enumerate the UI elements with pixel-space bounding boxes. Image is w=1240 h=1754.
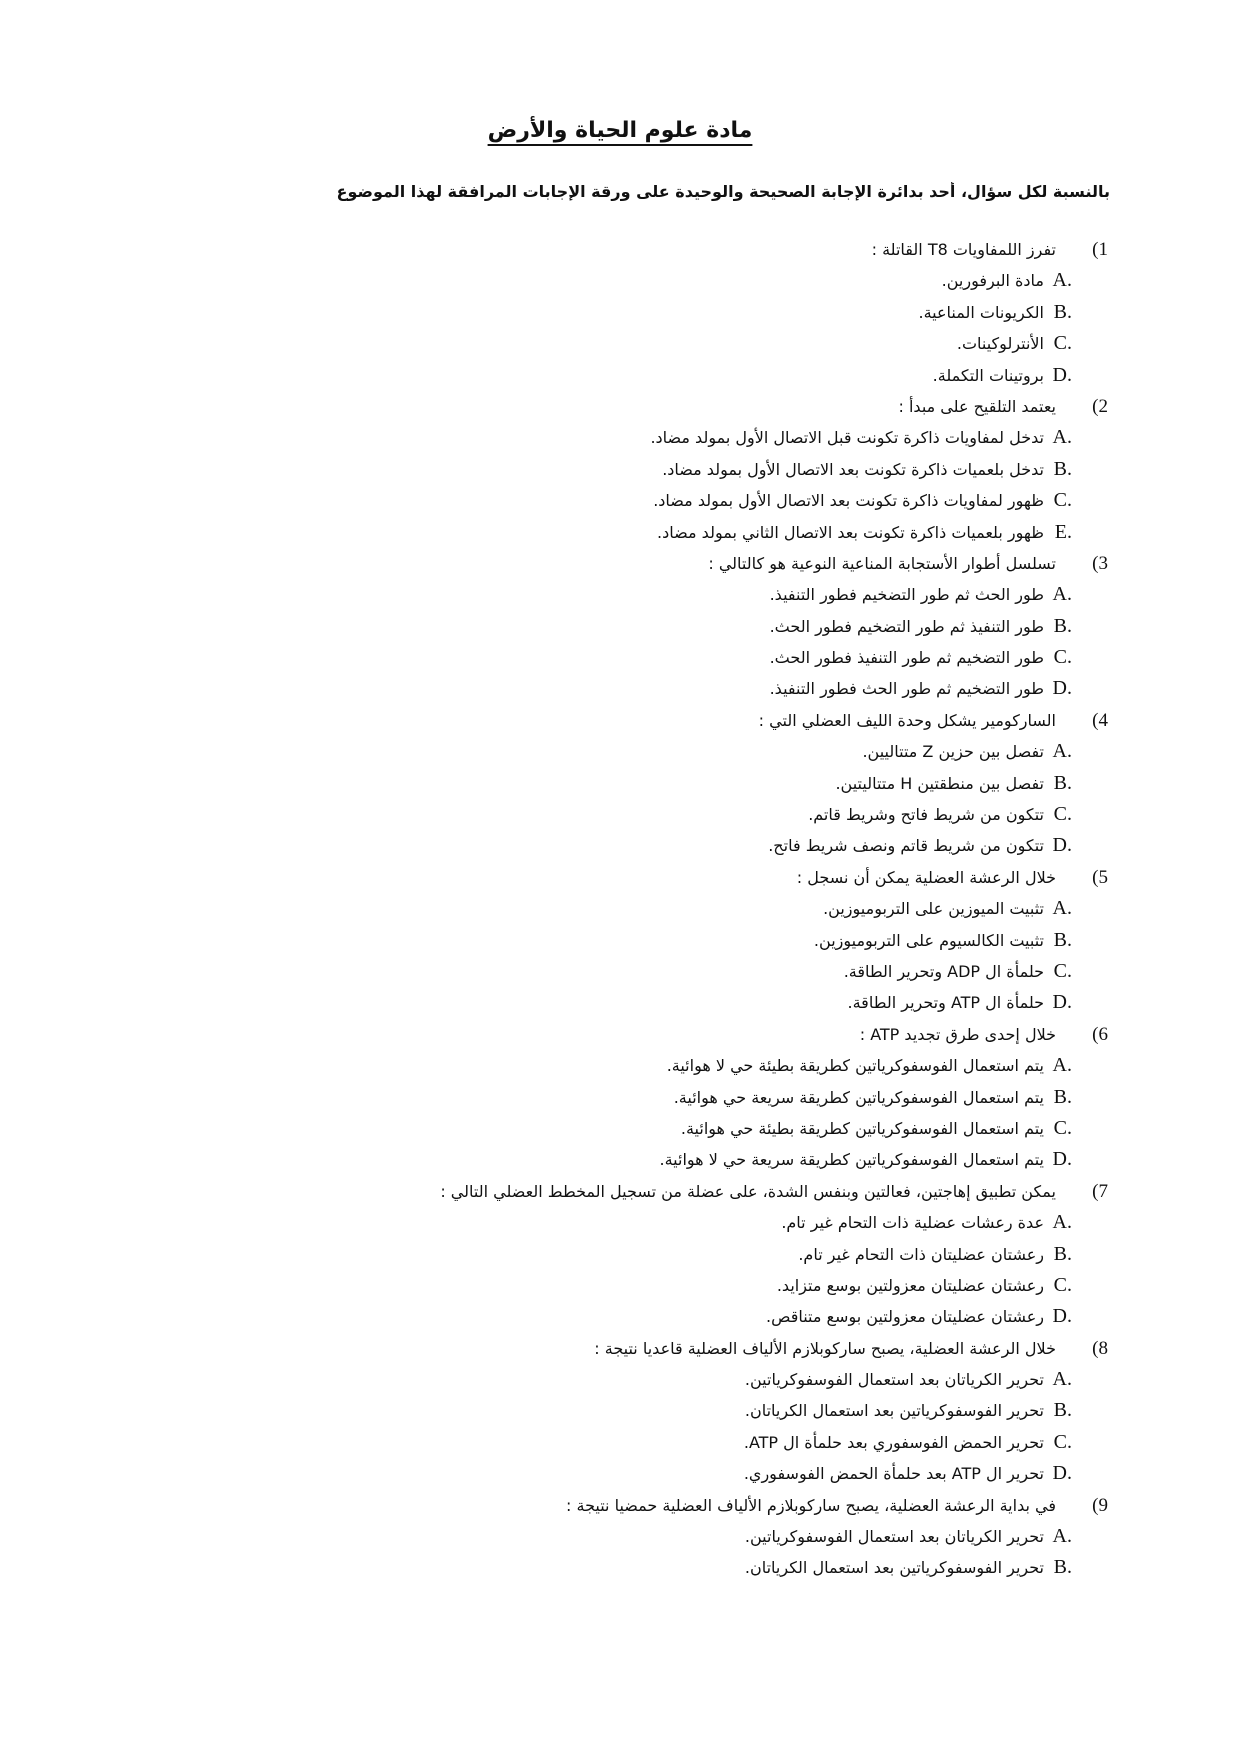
- question-number: (5: [1092, 866, 1108, 888]
- option-text: يتم استعمال الفوسفوكرياتين كطريقة بطيئة حي هوائية.: [680, 1118, 1044, 1138]
- option-text: تدخل لمفاويات ذاكرة تكونت قبل الاتصال الأول بمولد مضاد.: [650, 428, 1044, 448]
- answer-option: [328, 611, 1072, 642]
- answer-option: [328, 1427, 1072, 1458]
- answer-option: [328, 956, 1072, 987]
- question-stem: [328, 548, 1108, 579]
- option-text: تثبيت الميوزين على التربوميوزين.: [823, 899, 1044, 919]
- option-letter: A.: [1052, 426, 1072, 449]
- question-stem: [328, 1490, 1108, 1521]
- option-letter: C.: [1053, 1430, 1072, 1453]
- question-text: يعتمد التلقيح على مبدأ :: [898, 396, 1056, 416]
- option-letter: A.: [1052, 1054, 1072, 1077]
- option-text: ظهور لمفاويات ذاكرة تكونت بعد الاتصال الأول بمولد مضاد.: [653, 491, 1044, 511]
- question-item: [328, 862, 1108, 1019]
- answer-option: [328, 265, 1072, 296]
- answer-option: [328, 517, 1072, 548]
- answer-option: [328, 1082, 1072, 1113]
- instructions: بالنسبة لكل سؤال، أحد بدائرة الإجابة الصحيحة والوحيدة على ورقة الإجابات المرافقة لهذا الموضوع: [336, 182, 1110, 201]
- answer-option: [328, 1552, 1072, 1583]
- subject-title: [0, 118, 1240, 143]
- answer-option: [328, 360, 1072, 391]
- answer-option: [328, 893, 1072, 924]
- option-text: رعشتان عضليتان معزولتين بوسع متزايد.: [776, 1275, 1044, 1295]
- answer-options: [328, 1521, 1108, 1584]
- answer-option: [328, 297, 1072, 328]
- question-stem: [328, 391, 1108, 422]
- option-letter: D.: [1052, 834, 1072, 857]
- option-letter: B.: [1053, 457, 1072, 480]
- option-text: تتكون من شريط فاتح وشريط قاتم.: [808, 805, 1044, 825]
- question-number: (8: [1092, 1337, 1108, 1359]
- answer-option: [328, 1239, 1072, 1270]
- question-item: [328, 1333, 1108, 1490]
- question-number: (3: [1092, 552, 1108, 574]
- answer-option: [328, 736, 1072, 767]
- option-text: الأنترلوكينات.: [956, 334, 1044, 354]
- question-stem: [328, 862, 1108, 893]
- option-text: يتم استعمال الفوسفوكرياتين كطريقة سريعة حي لا هوائية.: [659, 1150, 1044, 1170]
- option-text: تحرير الحمض الفوسفوري بعد حلمأة ال ATP.: [743, 1432, 1044, 1452]
- option-text: تحرير الكرياتان بعد استعمال الفوسفوكرياتين.: [744, 1527, 1044, 1547]
- answer-option: [328, 485, 1072, 516]
- question-list: [328, 234, 1108, 1584]
- answer-options: [328, 1050, 1108, 1176]
- answer-options: [328, 579, 1108, 705]
- answer-option: [328, 1458, 1072, 1489]
- answer-option: [328, 422, 1072, 453]
- option-letter: E.: [1054, 520, 1072, 543]
- option-letter: D.: [1052, 1148, 1072, 1171]
- option-text: طور التنفيذ ثم طور التضخيم فطور الحث.: [769, 616, 1044, 636]
- option-letter: A.: [1052, 269, 1072, 292]
- answer-option: [328, 1395, 1072, 1426]
- option-letter: B.: [1053, 771, 1072, 794]
- question-number: (9: [1092, 1494, 1108, 1516]
- answer-option: [328, 1113, 1072, 1144]
- answer-option: [328, 673, 1072, 704]
- option-text: يتم استعمال الفوسفوكرياتين كطريقة سريعة حي هوائية.: [673, 1087, 1044, 1107]
- answer-option: [328, 642, 1072, 673]
- answer-option: [328, 1270, 1072, 1301]
- question-number: (4: [1092, 709, 1108, 731]
- answer-options: [328, 736, 1108, 862]
- answer-option: [328, 1301, 1072, 1332]
- option-text: تحرير الكرياتان بعد استعمال الفوسفوكرياتين.: [744, 1370, 1044, 1390]
- option-text: تحرير ال ATP بعد حلمأة الحمض الفوسفوري.: [743, 1464, 1044, 1484]
- answer-option: [328, 579, 1072, 610]
- answer-options: [328, 1364, 1108, 1490]
- option-text: طور التضخيم ثم طور التنفيذ فطور الحث.: [769, 648, 1044, 668]
- question-number: (6: [1092, 1023, 1108, 1045]
- question-item: [328, 548, 1108, 705]
- option-text: تدخل بلعميات ذاكرة تكونت بعد الاتصال الأول بمولد مضاد.: [662, 459, 1044, 479]
- option-letter: B.: [1053, 1399, 1072, 1422]
- option-letter: D.: [1052, 363, 1072, 386]
- answer-option: [328, 328, 1072, 359]
- option-letter: A.: [1052, 1211, 1072, 1234]
- option-letter: B.: [1053, 928, 1072, 951]
- answer-option: [328, 799, 1072, 830]
- option-letter: C.: [1053, 959, 1072, 982]
- question-text: الساركومير يشكل وحدة الليف العضلي التي :: [758, 710, 1056, 730]
- answer-options: [328, 893, 1108, 1019]
- option-letter: C.: [1053, 646, 1072, 669]
- option-text: رعشتان عضليتان ذات التحام غير تام.: [798, 1244, 1044, 1264]
- question-text: تسلسل أطوار الأستجابة المناعية النوعية هو كالتالي :: [708, 553, 1056, 573]
- answer-option: [328, 925, 1072, 956]
- answer-option: [328, 1521, 1072, 1552]
- question-item: [328, 391, 1108, 548]
- answer-option: [328, 1364, 1072, 1395]
- question-stem: [328, 234, 1108, 265]
- answer-option: [328, 830, 1072, 861]
- answer-option: [328, 768, 1072, 799]
- option-text: مادة البرفورين.: [941, 271, 1044, 291]
- question-text: خلال الرعشة العضلية، يصبح ساركوبلازم الألياف العضلية قاعديا نتيجة :: [594, 1338, 1056, 1358]
- question-stem: [328, 1019, 1108, 1050]
- answer-option: [328, 987, 1072, 1018]
- answer-options: [328, 265, 1108, 391]
- option-letter: A.: [1052, 1525, 1072, 1548]
- option-text: تتكون من شريط قاتم ونصف شريط فاتح.: [768, 836, 1044, 856]
- answer-option: [328, 1144, 1072, 1175]
- question-item: [328, 234, 1108, 391]
- option-letter: A.: [1052, 1368, 1072, 1391]
- option-text: تفصل بين حزين Z متتاليين.: [862, 742, 1044, 762]
- option-letter: B.: [1053, 614, 1072, 637]
- answer-option: [328, 454, 1072, 485]
- question-text: خلال إحدى طرق تجديد ATP :: [859, 1024, 1056, 1044]
- option-text: الكريونات المناعية.: [918, 302, 1044, 322]
- question-item: [328, 1490, 1108, 1584]
- question-stem: [328, 705, 1108, 736]
- option-letter: C.: [1053, 1273, 1072, 1296]
- option-text: تحرير الفوسفوكرياتين بعد استعمال الكرياتان.: [744, 1558, 1044, 1578]
- question-item: [328, 1176, 1108, 1333]
- option-text: بروتينات التكملة.: [932, 365, 1044, 385]
- question-text: يمكن تطبيق إهاجتين، فعالتين وبنفس الشدة، على عضلة من تسجيل المخطط العضلي التالي :: [440, 1181, 1056, 1201]
- question-item: [328, 705, 1108, 862]
- option-text: تحرير الفوسفوكرياتين بعد استعمال الكرياتان.: [744, 1401, 1044, 1421]
- option-letter: B.: [1053, 300, 1072, 323]
- option-letter: D.: [1052, 1305, 1072, 1328]
- answer-options: [328, 1207, 1108, 1333]
- question-text: في بداية الرعشة العضلية، يصبح ساركوبلازم الألياف العضلية حمضيا نتيجة :: [566, 1495, 1056, 1515]
- answer-options: [328, 422, 1108, 548]
- option-letter: A.: [1052, 583, 1072, 606]
- option-text: تثبيت الكالسيوم على التربوميوزين.: [813, 930, 1044, 950]
- answer-option: [328, 1050, 1072, 1081]
- option-text: رعشتان عضليتان معزولتين بوسع متناقص.: [766, 1307, 1044, 1327]
- question-stem: [328, 1176, 1108, 1207]
- option-letter: D.: [1052, 991, 1072, 1014]
- option-letter: B.: [1053, 1085, 1072, 1108]
- subject-title-text: مادة علوم الحياة والأرض: [487, 118, 753, 143]
- option-text: تفصل بين منطقتين H متتاليتين.: [835, 773, 1044, 793]
- question-number: (7: [1092, 1180, 1108, 1202]
- option-text: يتم استعمال الفوسفوكرياتين كطريقة بطيئة حي لا هوائية.: [666, 1056, 1044, 1076]
- option-letter: B.: [1053, 1556, 1072, 1579]
- option-letter: B.: [1053, 1242, 1072, 1265]
- option-text: طور التضخيم ثم طور الحث فطور التنفيذ.: [769, 679, 1044, 699]
- option-text: حلمأة ال ATP وتحرير الطاقة.: [847, 993, 1044, 1013]
- question-text: خلال الرعشة العضلية يمكن أن نسجل :: [796, 867, 1056, 887]
- question-text: تفرز اللمفاويات T8 القاتلة :: [871, 240, 1056, 259]
- option-text: عدة رعشات عضلية ذات التحام غير تام.: [781, 1213, 1044, 1233]
- question-number: (1: [1092, 239, 1108, 260]
- option-letter: D.: [1052, 1462, 1072, 1485]
- option-text: حلمأة ال ADP وتحرير الطاقة.: [843, 961, 1044, 981]
- option-letter: C.: [1053, 803, 1072, 826]
- option-letter: C.: [1053, 332, 1072, 355]
- question-number: (2: [1092, 395, 1108, 417]
- option-text: طور الحث ثم طور التضخيم فطور التنفيذ.: [769, 585, 1044, 605]
- option-text: ظهور بلعميات ذاكرة تكونت بعد الاتصال الثاني بمولد مضاد.: [657, 522, 1044, 542]
- answer-option: [328, 1207, 1072, 1238]
- option-letter: C.: [1053, 489, 1072, 512]
- option-letter: C.: [1053, 1116, 1072, 1139]
- question-item: [328, 1019, 1108, 1176]
- option-letter: A.: [1052, 897, 1072, 920]
- option-letter: A.: [1052, 740, 1072, 763]
- option-letter: D.: [1052, 677, 1072, 700]
- question-stem: [328, 1333, 1108, 1364]
